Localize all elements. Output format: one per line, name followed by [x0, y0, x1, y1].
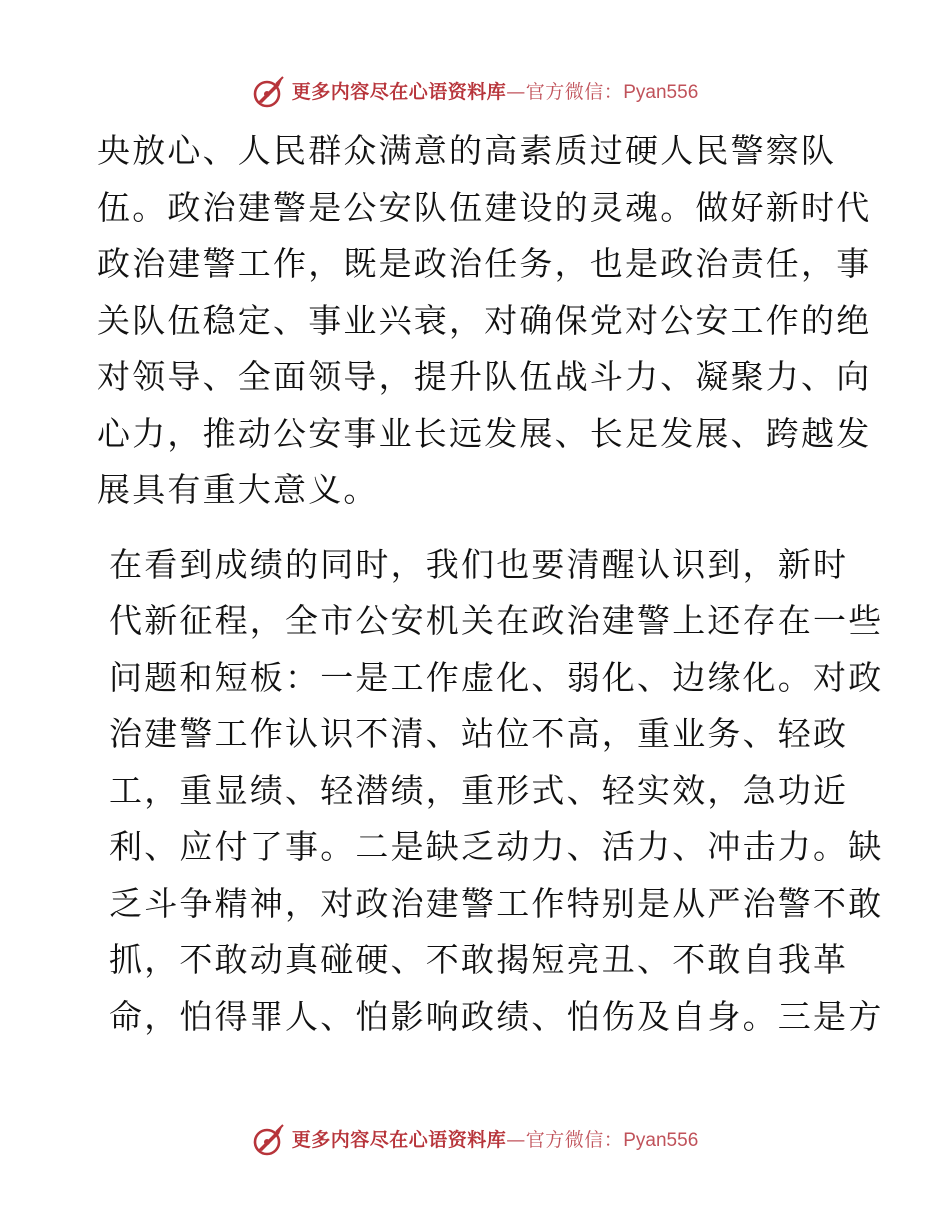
text-line: 展具有重大意义。: [97, 470, 379, 509]
banner-wechat-id: Pyan556: [623, 81, 699, 103]
text-line: 利、应付了事。二是缺乏动力、活力、冲击力。缺: [109, 827, 884, 866]
text-line: 命，怕得罪人、怕影响政绩、怕伤及自身。三是方: [109, 996, 884, 1036]
text-line: 心力，推动公安事业长远发展、长足发展、跨越发: [97, 413, 872, 453]
text-line: 央放心、人民群众满意的高素质过硬人民警察队: [97, 131, 837, 170]
text-line: 问题和短板：一是工作虚化、弱化、边缘化。对政: [109, 657, 884, 697]
banner-sub-text: 官方微信：: [525, 1128, 624, 1151]
paragraph-2: [97, 537, 884, 1046]
text-line: 伍。政治建警是公安队伍建设的灵魂。做好新时代: [97, 187, 872, 227]
banner-wechat-id: Pyan556: [623, 1129, 699, 1151]
text-line: 关队伍稳定、事业兴衰，对确保党对公安工作的绝: [97, 300, 872, 340]
quill-seal-icon: [252, 75, 286, 109]
header-banner: [0, 72, 950, 112]
text-line: 抓，不敢动真碰硬、不敢揭短亮丑、不敢自我革: [109, 940, 849, 979]
banner-sub-text: 官方微信：: [525, 80, 624, 103]
text-line: 工，重显绩、轻潜绩，重形式、轻实效，急功近: [109, 770, 849, 810]
banner-main-text: 更多内容尽在心语资料库: [291, 80, 507, 103]
text-line: 对领导、全面领导，提升队伍战斗力、凝聚力、向: [97, 357, 872, 396]
quill-seal-icon: [252, 1123, 286, 1157]
text-line: 代新征程，全市公安机关在政治建警上还存在一些: [109, 601, 884, 640]
paragraph-1: [97, 123, 872, 519]
text-line: 治建警工作认识不清、站位不高，重业务、轻政: [109, 714, 849, 753]
banner-main-text: 更多内容尽在心语资料库: [291, 1128, 507, 1151]
text-line: 在看到成绩的同时，我们也要清醒认识到，新时: [109, 544, 849, 584]
banner-dash: —: [506, 1128, 526, 1151]
body-content: [97, 123, 884, 1045]
text-line: 乏斗争精神，对政治建警工作特别是从严治警不敢: [109, 883, 884, 923]
footer-banner: [0, 1120, 950, 1160]
banner-dash: —: [506, 80, 526, 103]
text-line: 政治建警工作，既是政治任务，也是政治责任，事: [97, 244, 872, 283]
